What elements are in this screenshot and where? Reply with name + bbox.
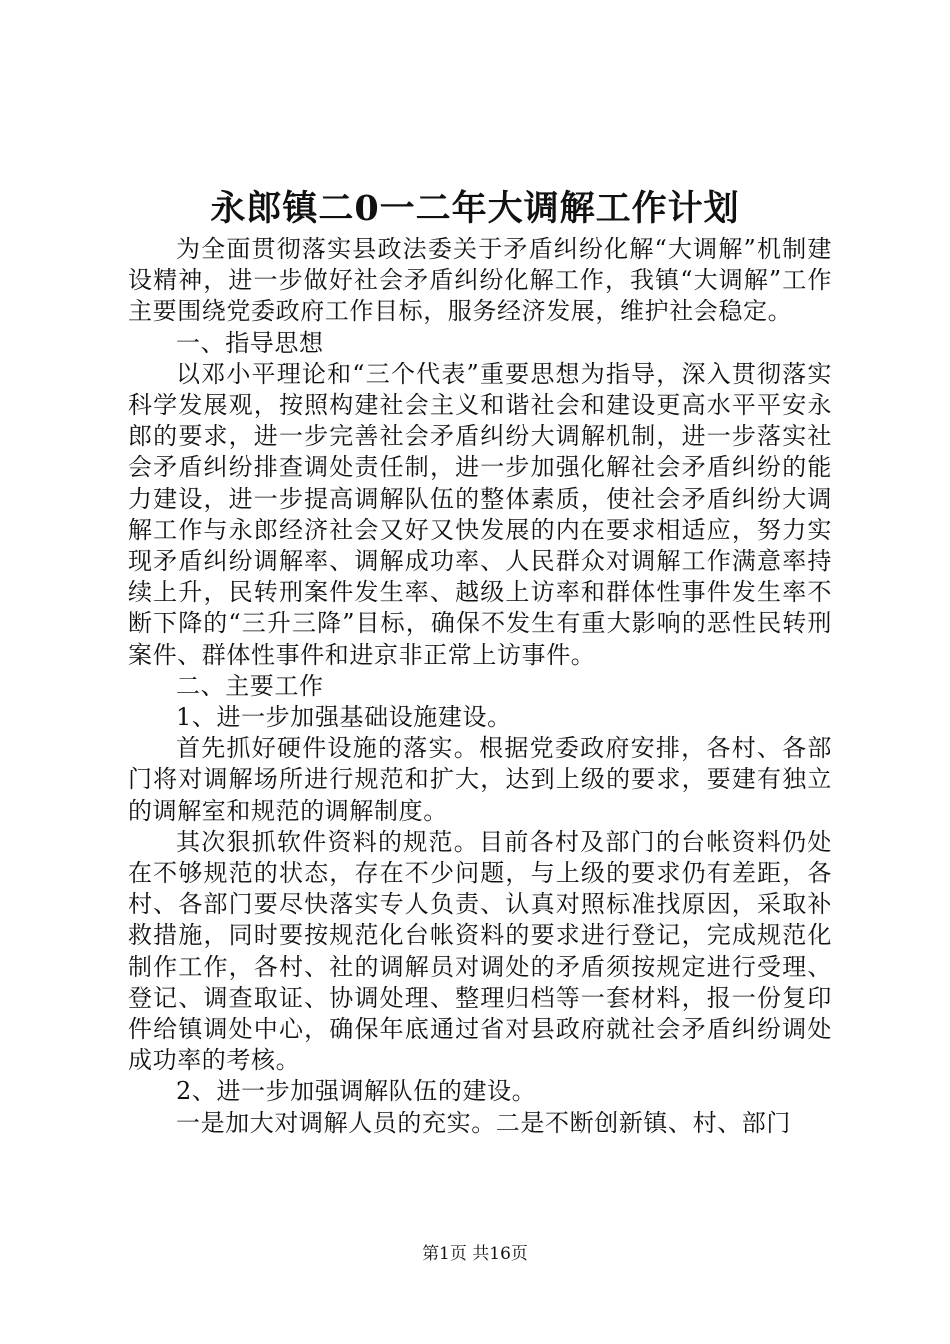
- section-heading-guiding-ideology: 一、指导思想: [176, 328, 324, 357]
- item-heading-infrastructure: 1、进一步加强基础设施建设。: [176, 703, 512, 732]
- item-heading-mediation-team: 2、进一步加强调解队伍的建设。: [176, 1077, 537, 1106]
- mediation-team-paragraph: 一是加大对调解人员的充实。二是不断创新镇、村、部门: [176, 1108, 791, 1137]
- software-paragraph: 其次狠抓软件资料的规范。目前各村及部门的台帐资料仍处在不够规范的状态，存在不少问题，与上级的要求仍有差距，各村、各部门要尽快落实专人负责、认真对照标准找原因，采取补救措施，同时要按规范化台帐资料的要求进行登记，完成规范化制作工作，各村、社的调解员对调处的矛盾须按规定进行受理、登记、调查取证、协调处理、整理归档等一套材料，报一份复印件给镇调处中心，确保年底通过省对县政府就社会矛盾纠纷调处成功率的考核。: [128, 827, 832, 1075]
- intro-paragraph: 为全面贯彻落实县政法委关于矛盾纠纷化解“大调解”机制建设精神，进一步做好社会矛盾纠纷化解工作，我镇“大调解”工作主要围绕党委政府工作目标，服务经济发展，维护社会稳定。: [128, 235, 832, 326]
- document-body: [128, 234, 832, 1139]
- section-heading-main-work: 二、主要工作: [176, 671, 324, 700]
- page-number-footer: 第1页 共16页: [422, 1244, 528, 1264]
- hardware-paragraph: 首先抓好硬件设施的落实。根据党委政府安排，各村、各部门将对调解场所进行规范和扩大，达到上级的要求，要建有独立的调解室和规范的调解制度。: [128, 734, 832, 825]
- guiding-ideology-paragraph: 以邓小平理论和“三个代表”重要思想为指导，深入贯彻落实科学发展观，按照构建社会主义和谐社会和建设更高水平平安永郎的要求，进一步完善社会矛盾纠纷大调解机制，进一步落实社会矛盾纠纷排查调处责任制，进一步加强化解社会矛盾纠纷的能力建设，进一步提高调解队伍的整体素质，使社会矛盾纠纷大调解工作与永郎经济社会又好又快发展的内在要求相适应，努力实现矛盾纠纷调解率、调解成功率、人民群众对调解工作满意率持续上升，民转刑案件发生率、越级上访率和群体性事件发生率不断下降的“三升三降”目标，确保不发生有重大影响的恶性民转刑案件、群体性事件和进京非正常上访事件。: [128, 359, 832, 669]
- document-title: 永郎镇二0一二年大调解工作计划: [210, 188, 740, 229]
